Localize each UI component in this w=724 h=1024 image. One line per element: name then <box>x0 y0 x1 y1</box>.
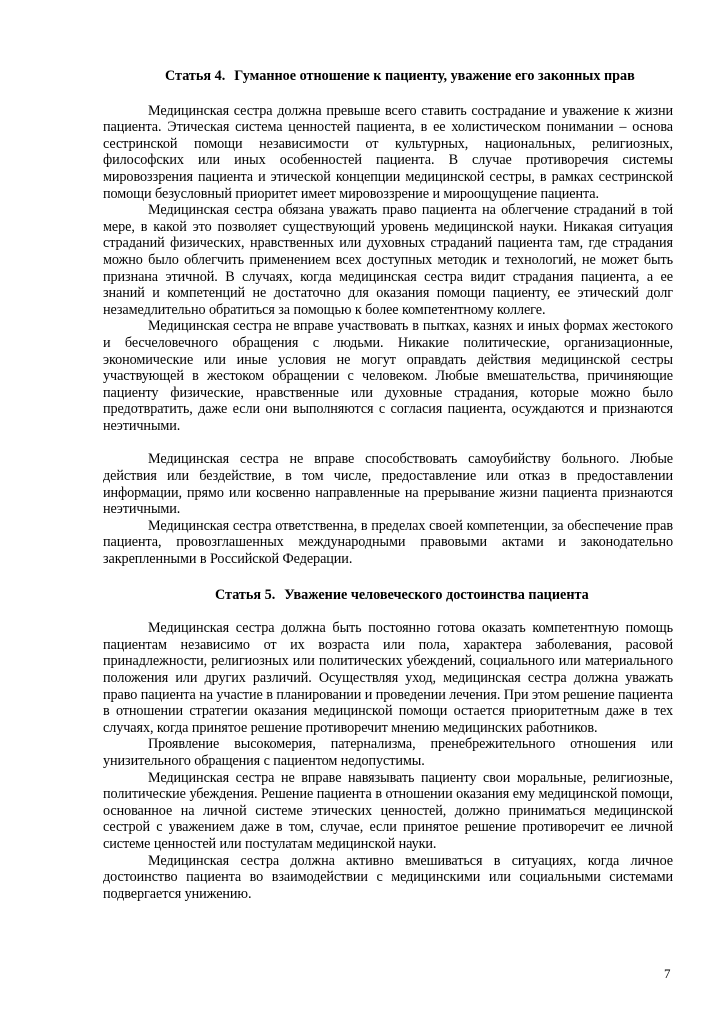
article-4-paragraph-4: Медицинская сестра не вправе способствовать самоубийству больного. Любые действия или бездействие, в том числе, предоставление или отказ в предоставлении информации, прямо или косвенно направленные на прерывание жизни пациента признаются неэтичными. <box>103 451 673 518</box>
article-4-paragraph-3: Медицинская сестра не вправе участвовать в пытках, казнях и иных формах жестокого и бесчеловечного обращения с людьми. Никакие политические, организационные, экономические или иные условия не могут оправдать действия медицинской сестры участвующей в жестоком обращении с человеком. Любые вмешательства, причиняющие пациенту физические, нравственные или духовные страдания, которые можно было предотвратить, даже если они выполняются с согласия пациента, осуждаются и признаются неэтичными. <box>103 318 673 434</box>
article-4-heading <box>103 68 673 85</box>
article-5-paragraph-3: Медицинская сестра не вправе навязывать пациенту свои моральные, религиозные, политические убеждения. Решение пациента в отношении оказания ему медицинской помощи, основанное на личной системе этических ценностей, должно приниматься медицинской сестрой с уважением даже в том, случае, если принятое решение противоречит ее личной системе ценностей или постулатам медицинской науки. <box>103 769 673 852</box>
article-5-paragraph-2: Проявление высокомерия, патернализма, пренебрежительного отношения или унизительного обращения с пациентом недопустимы. <box>103 736 673 769</box>
article-5-number: Статья 5. <box>215 586 276 603</box>
article-4-paragraph-1: Медицинская сестра должна превыше всего ставить сострадание и уважение к жизни пациента. Этическая система ценностей пациента, в ее холистическом понимании – основа сестринской помощи независимости от культурных, национальных, религиозных, философских или иных особенностей пациента. В случае противоречия системы мировоззрения пациента и этической концепции медицинской сестры, в рамках сестринской помощи безусловный приоритет имеет мировоззрение и мироощущение пациента. <box>103 102 673 202</box>
article-4-paragraph-2: Медицинская сестра обязана уважать право пациента на облегчение страданий в той мере, в какой это позволяет существующий уровень медицинской науки. Никакая ситуация страданий физических, нравственных или духовных страданий пациента там, где страдания можно было облегчить применением всех доступных методик и технологий, не может быть признана этичной. В случаях, когда медицинская сестра видит страдания пациента, а ее знаний и компетенций не достаточно для оказания помощи пациенту, ее этический долг незамедлительно обратиться за помощью к более компетентному коллеге. <box>103 202 673 318</box>
page-content <box>103 68 673 902</box>
article-5-paragraph-1: Медицинская сестра должна быть постоянно готова оказать компетентную помощь пациентам независимо от их возраста или пола, характера заболевания, расовой принадлежности, религиозных или политических убеждений, социального или материального положения или других различий. Осуществляя уход, медицинская сестра должна уважать право пациента на участие в планировании и проведении лечения. При этом решение пациента в отношении стратегии оказания медицинской помощи остается приоритетным даже в тех случаях, когда принятое решение противоречит мнению медицинских работников. <box>103 620 673 736</box>
article-5-title: Уважение человеческого достоинства пациента <box>284 586 589 603</box>
article-5-heading <box>103 587 673 604</box>
page-number: 7 <box>664 966 671 981</box>
article-5-paragraph-4: Медицинская сестра должна активно вмешиваться в ситуациях, когда личное достоинство пациента во взаимодействии с медицинскими или социальными системами подвергается унижению. <box>103 852 673 902</box>
article-4-number: Статья 4. <box>165 68 226 84</box>
article-4-title: Гуманное отношение к пациенту, уважение его законных прав <box>234 68 635 84</box>
article-4-paragraph-5: Медицинская сестра ответственна, в пределах своей компетенции, за обеспечение прав пациента, провозглашенных международными правовыми актами и законодательно закрепленными в Российской Федерации. <box>103 517 673 568</box>
